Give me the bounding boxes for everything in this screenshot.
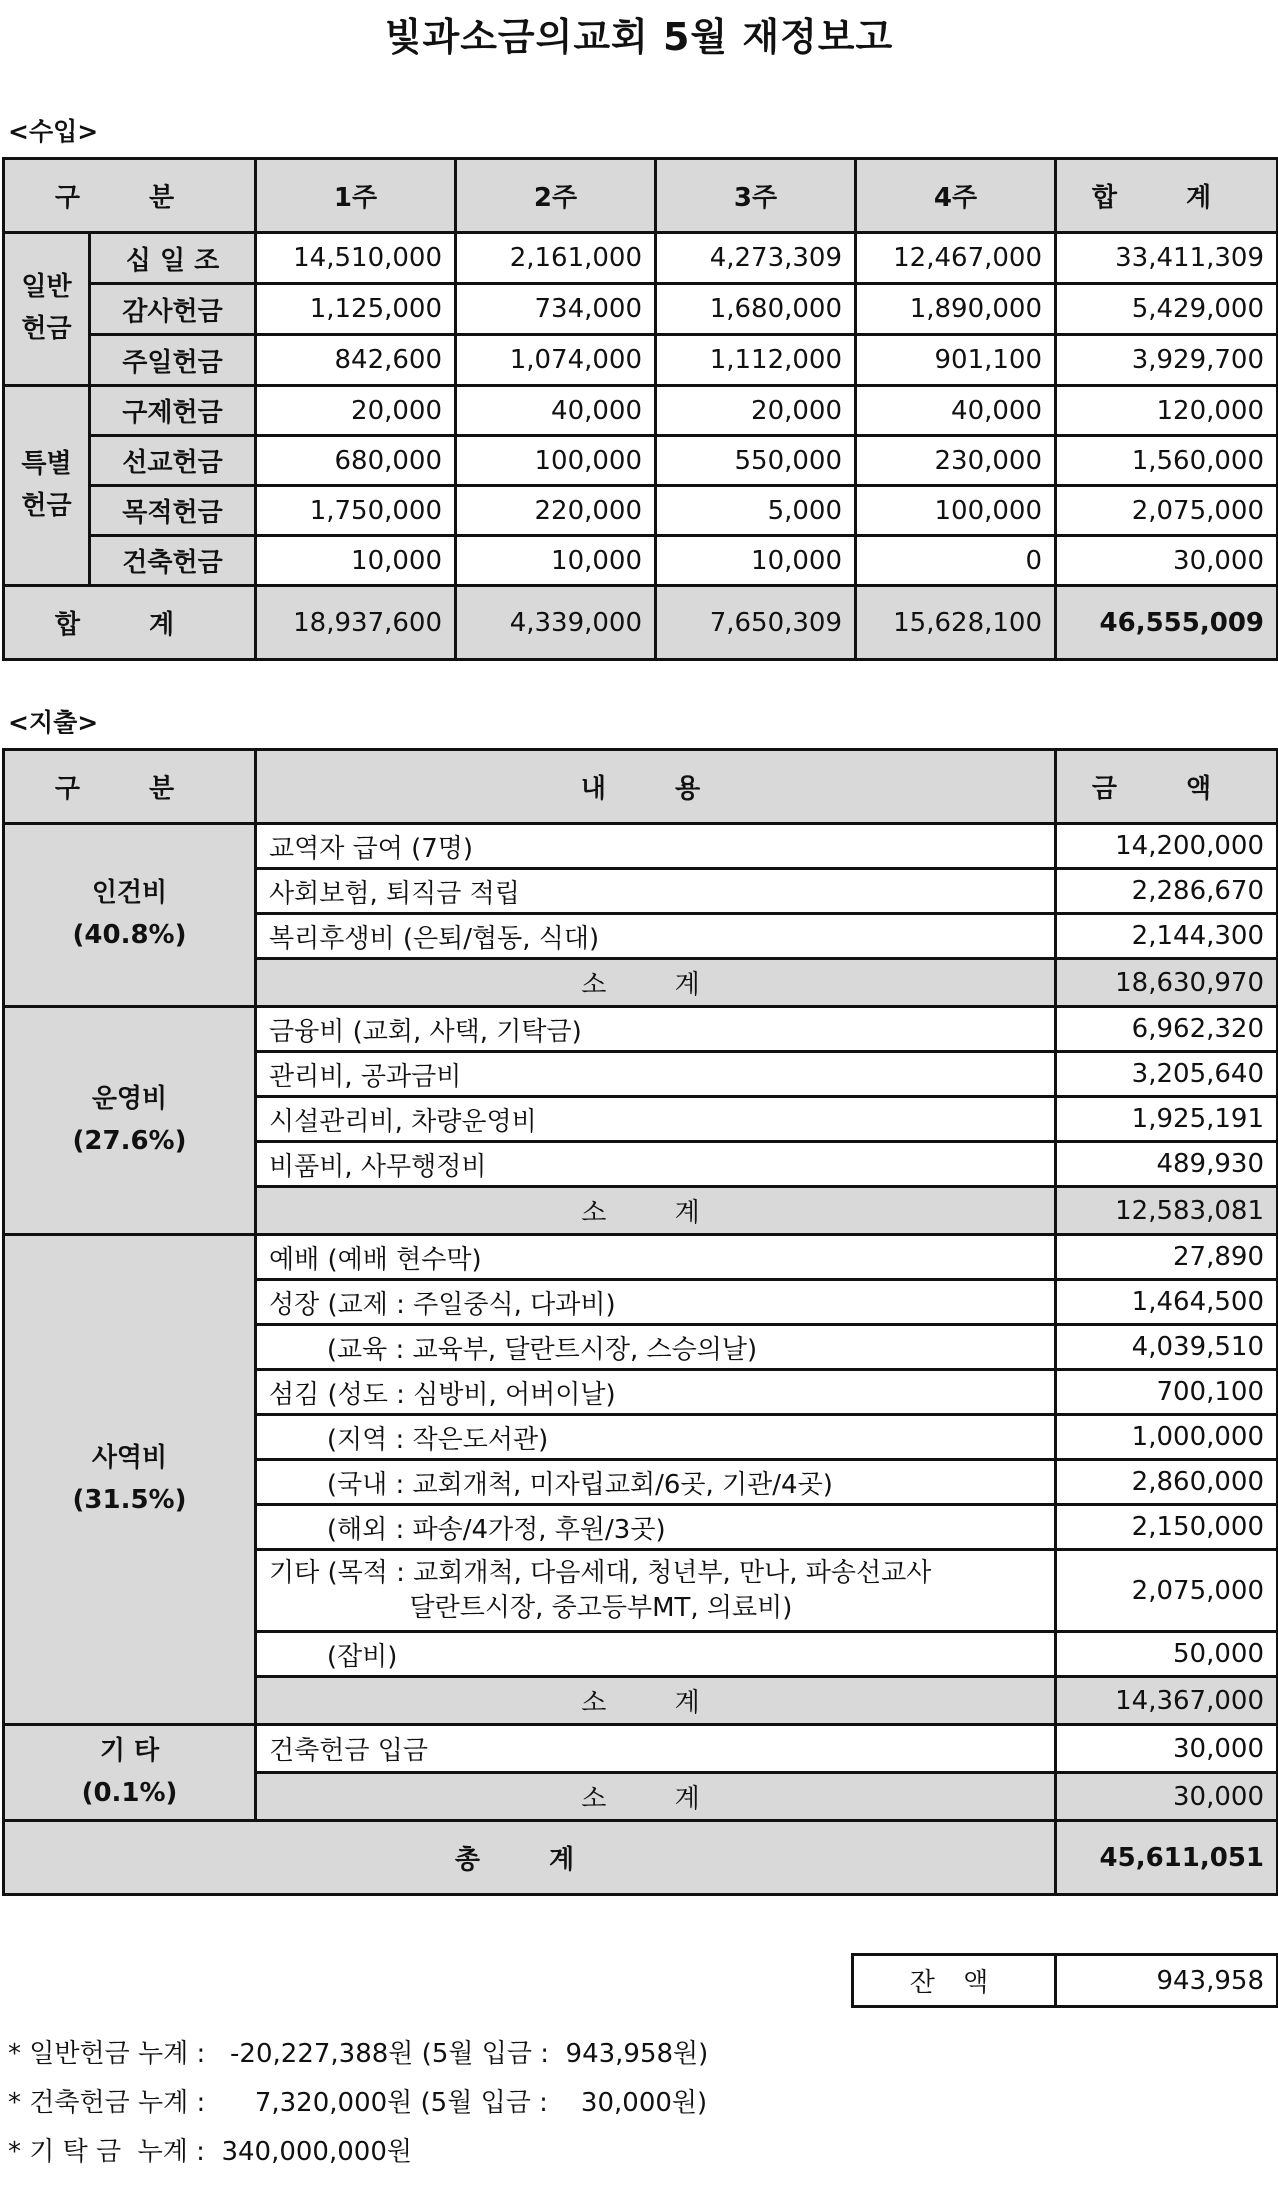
income-cell: 12,467,000 (856, 233, 1056, 284)
income-cell: 10,000 (256, 536, 456, 586)
income-cell: 1,560,000 (1056, 436, 1278, 486)
expense-row (4, 1007, 1278, 1052)
income-cell: 550,000 (656, 436, 856, 486)
income-cell: 40,000 (856, 386, 1056, 436)
expense-desc: 금융비 (교회, 사택, 기탁금) (256, 1007, 1056, 1052)
subtotal-label: 소 계 (256, 1187, 1056, 1235)
expense-desc: 복리후생비 (은퇴/협동, 식대) (256, 914, 1056, 959)
expense-header-description: 내 용 (256, 750, 1056, 824)
income-header-row (4, 159, 1278, 233)
income-item: 감사헌금 (90, 284, 256, 335)
income-row (4, 536, 1278, 586)
expense-amount: 2,286,670 (1056, 869, 1278, 914)
income-row (4, 436, 1278, 486)
balance-label: 잔 액 (853, 1955, 1056, 2007)
income-cell: 734,000 (456, 284, 656, 335)
expense-desc: 섬김 (성도 : 심방비, 어버이날) (256, 1370, 1056, 1415)
income-total-row (4, 586, 1278, 660)
subtotal-label: 소 계 (256, 1677, 1056, 1725)
income-cell: 100,000 (856, 486, 1056, 536)
subtotal-amount: 14,367,000 (1056, 1677, 1278, 1725)
income-cell: 842,600 (256, 335, 456, 386)
expense-desc: 교역자 급여 (7명) (256, 824, 1056, 869)
notes (8, 2030, 708, 2177)
note-general: * 일반헌금 누계 : -20,227,388원 (5월 입금 : 943,958원) (8, 2039, 709, 2069)
income-cell: 220,000 (456, 486, 656, 536)
expense-amount: 2,144,300 (1056, 914, 1278, 959)
expense-group-name: 기 타 (99, 1735, 160, 1766)
expense-desc: 시설관리비, 차량운영비 (256, 1097, 1056, 1142)
income-cell: 5,000 (656, 486, 856, 536)
income-row (4, 486, 1278, 536)
income-cell: 0 (856, 536, 1056, 586)
expense-desc: 사회보험, 퇴직금 적립 (256, 869, 1056, 914)
income-cell: 1,890,000 (856, 284, 1056, 335)
balance-amount: 943,958 (1056, 1955, 1278, 2007)
income-cell: 40,000 (456, 386, 656, 436)
income-cell: 1,680,000 (656, 284, 856, 335)
expense-amount: 2,150,000 (1056, 1505, 1278, 1550)
income-row (4, 335, 1278, 386)
income-header-category: 구 분 (4, 159, 256, 233)
expense-group-pct: (40.8%) (72, 920, 187, 950)
income-cell: 1,125,000 (256, 284, 456, 335)
expense-header-amount: 금 액 (1056, 750, 1278, 824)
income-item: 건축헌금 (90, 536, 256, 586)
income-cell: 10,000 (656, 536, 856, 586)
expense-desc: 건축헌금 입금 (256, 1725, 1056, 1773)
income-cell: 230,000 (856, 436, 1056, 486)
income-header-week1: 1주 (256, 159, 456, 233)
income-cell: 3,929,700 (1056, 335, 1278, 386)
income-cell: 2,075,000 (1056, 486, 1278, 536)
income-group-general: 일반 헌금 (4, 233, 90, 386)
expense-group-personnel (4, 824, 256, 1007)
income-cell: 20,000 (256, 386, 456, 436)
income-row (4, 386, 1278, 436)
income-cell: 4,273,309 (656, 233, 856, 284)
expense-amount: 14,200,000 (1056, 824, 1278, 869)
expense-desc: (해외 : 파송/4가정, 후원/3곳) (256, 1505, 1056, 1550)
income-total-cell: 7,650,309 (656, 586, 856, 660)
income-header-week4: 4주 (856, 159, 1056, 233)
income-total-cell: 4,339,000 (456, 586, 656, 660)
income-cell: 20,000 (656, 386, 856, 436)
expense-desc: (잡비) (256, 1632, 1056, 1677)
subtotal-label: 소 계 (256, 959, 1056, 1007)
income-total-cell: 18,937,600 (256, 586, 456, 660)
expense-desc: 성장 (교제 : 주일중식, 다과비) (256, 1280, 1056, 1325)
income-header-week2: 2주 (456, 159, 656, 233)
balance-row (853, 1955, 1278, 2007)
income-cell: 1,112,000 (656, 335, 856, 386)
expense-amount: 2,075,000 (1056, 1550, 1278, 1632)
expense-header-row (4, 750, 1278, 824)
income-row (4, 233, 1278, 284)
expense-desc: (국내 : 교회개척, 미자립교회/6곳, 기관/4곳) (256, 1460, 1056, 1505)
grand-total-amount: 45,611,051 (1056, 1821, 1278, 1895)
expense-section-label: <지출> (8, 708, 99, 737)
expense-amount: 30,000 (1056, 1725, 1278, 1773)
income-cell: 10,000 (456, 536, 656, 586)
income-row (4, 284, 1278, 335)
income-total-label: 합 계 (4, 586, 256, 660)
grand-total-label: 총 계 (4, 1821, 1056, 1895)
expense-amount: 50,000 (1056, 1632, 1278, 1677)
note-building: * 건축헌금 누계 : 7,320,000원 (5월 입금 : 30,000원) (8, 2088, 708, 2118)
subtotal-label: 소 계 (256, 1773, 1056, 1821)
expense-desc: (지역 : 작은도서관) (256, 1415, 1056, 1460)
income-cell: 33,411,309 (1056, 233, 1278, 284)
expense-row (4, 1235, 1278, 1280)
expense-group-name: 운영비 (91, 1083, 168, 1114)
expense-amount: 489,930 (1056, 1142, 1278, 1187)
income-grand-total: 46,555,009 (1056, 586, 1278, 660)
income-header-week3: 3주 (656, 159, 856, 233)
income-header-total: 합 계 (1056, 159, 1278, 233)
expense-group-pct: (31.5%) (72, 1484, 187, 1515)
expense-desc: 관리비, 공과금비 (256, 1052, 1056, 1097)
expense-amount: 3,205,640 (1056, 1052, 1278, 1097)
expense-header-category: 구 분 (4, 750, 256, 824)
expense-amount: 27,890 (1056, 1235, 1278, 1280)
expense-amount: 4,039,510 (1056, 1325, 1278, 1370)
income-item: 주일헌금 (90, 335, 256, 386)
income-total-cell: 15,628,100 (856, 586, 1056, 660)
income-item: 십 일 조 (90, 233, 256, 284)
expense-group-pct: (27.6%) (72, 1125, 187, 1156)
page-title: 빛과소금의교회 5월 재정보고 (384, 15, 894, 59)
income-table (2, 157, 1278, 661)
expense-amount: 700,100 (1056, 1370, 1278, 1415)
income-item: 선교헌금 (90, 436, 256, 486)
expense-amount: 2,860,000 (1056, 1460, 1278, 1505)
expense-group-name: 사역비 (91, 1442, 168, 1473)
income-section-label: <수입> (8, 117, 99, 146)
income-item: 구제헌금 (90, 386, 256, 436)
income-cell: 680,000 (256, 436, 456, 486)
income-cell: 100,000 (456, 436, 656, 486)
expense-amount: 6,962,320 (1056, 1007, 1278, 1052)
income-cell: 30,000 (1056, 536, 1278, 586)
expense-amount: 1,000,000 (1056, 1415, 1278, 1460)
note-deposit: * 기 탁 금 누계 : 340,000,000원 (8, 2137, 412, 2167)
expense-desc: 예배 (예배 현수막) (256, 1235, 1056, 1280)
expense-grand-total-row (4, 1821, 1278, 1895)
subtotal-amount: 18,630,970 (1056, 959, 1278, 1007)
income-cell: 5,429,000 (1056, 284, 1278, 335)
income-group-special: 특별 헌금 (4, 386, 90, 586)
expense-amount: 1,464,500 (1056, 1280, 1278, 1325)
expense-desc: 기타 (목적 : 교회개척, 다음세대, 청년부, 만나, 파송선교사 달란트시장, 중고등부MT, 의료비) (256, 1550, 1056, 1632)
expense-group-name: 인건비 (91, 878, 168, 909)
expense-row (4, 824, 1278, 869)
expense-desc: (교육 : 교육부, 달란트시장, 스승의날) (256, 1325, 1056, 1370)
income-cell: 120,000 (1056, 386, 1278, 436)
expense-group-operation (4, 1007, 256, 1235)
expense-group-pct: (0.1%) (81, 1777, 178, 1808)
income-cell: 2,161,000 (456, 233, 656, 284)
expense-table (2, 748, 1278, 1896)
expense-group-ministry (4, 1235, 256, 1725)
income-cell: 901,100 (856, 335, 1056, 386)
balance-table (851, 1953, 1278, 2008)
income-item: 목적헌금 (90, 486, 256, 536)
expense-amount: 1,925,191 (1056, 1097, 1278, 1142)
income-cell: 1,074,000 (456, 335, 656, 386)
income-cell: 14,510,000 (256, 233, 456, 284)
subtotal-amount: 30,000 (1056, 1773, 1278, 1821)
expense-group-other (4, 1725, 256, 1821)
income-cell: 1,750,000 (256, 486, 456, 536)
subtotal-amount: 12,583,081 (1056, 1187, 1278, 1235)
expense-desc: 비품비, 사무행정비 (256, 1142, 1056, 1187)
expense-row (4, 1725, 1278, 1773)
